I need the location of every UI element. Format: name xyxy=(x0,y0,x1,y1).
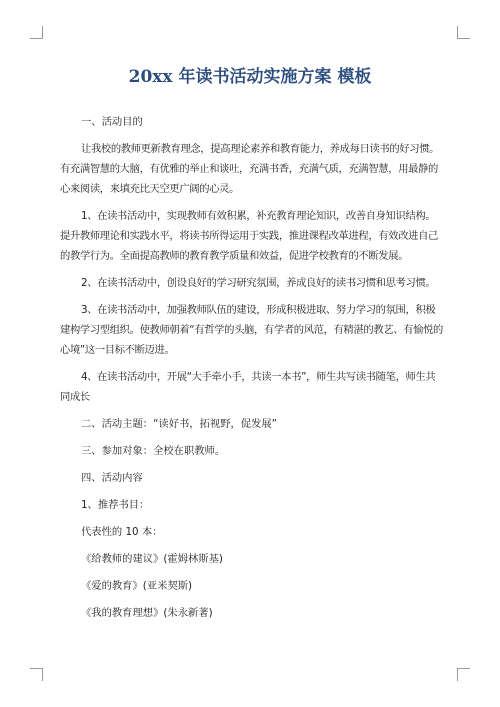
document-title: 20xx 年读书活动实施方案 模板 xyxy=(128,67,372,87)
paragraph-purpose: 让我校的教师更新教育理念，提高理论素养和教育能力，养成每日读书的好习惯。有充满智慧的大脑，有优雅的举止和谈吐，充满书香，充满气质，充满智慧，用最静的心来阅读，来填充比天空更广阔的心灵。 xyxy=(60,143,440,195)
section-heading-participants: 三、参加对象：全校在职教师。 xyxy=(81,445,226,457)
page-corner-mark-bottom-left xyxy=(30,668,43,681)
paragraph-goal-4: 4、在读书活动中，开展“大手牵小手，共读一本书”，师生共写读书随笔，师生共同成长 xyxy=(60,371,436,403)
paragraph-goal-3: 3、在读书活动中，加强教师队伍的建设，形成积极进取、努力学习的氛围，积极建构学习型组织。使教师朝着“有哲学的头脑，有学者的风范，有精湛的教艺、有愉悦的心境”这一目标不断迈进。 xyxy=(60,304,443,356)
section-heading-content: 四、活动内容 xyxy=(81,472,143,484)
document-body xyxy=(60,112,444,630)
page-corner-mark-top-right xyxy=(457,26,470,39)
book-list-intro: 代表性的 10 本： xyxy=(81,526,163,538)
subheading-recommended-books: 1、推荐书目： xyxy=(81,499,150,511)
book-list-item: 《给教师的建议》(霍姆林斯基) xyxy=(81,553,223,565)
page-corner-mark-bottom-right xyxy=(457,668,470,681)
section-heading-theme: 二、活动主题：“读好书，拓视野，促发展” xyxy=(81,418,278,430)
page-corner-mark-top-left xyxy=(30,26,43,39)
book-list-item: 《爱的教育》(亚米契斯) xyxy=(81,580,193,592)
paragraph-goal-1: 1、在读书活动中，实现教师有效积累，补充教育理论知识，改善自身知识结构。提升教师理论和实践水平，将读书所得运用于实践，推进课程改革进程，有效改进自己的教学行为。全面提高教师的教育教学质量和效益，促进学校教育的不断发展。 xyxy=(60,210,438,262)
book-list-item: 《我的教育理想》(朱永新著) xyxy=(81,607,213,619)
paragraph-goal-2: 2、在读书活动中，创设良好的学习研究氛围，养成良好的读书习惯和思考习惯。 xyxy=(81,277,436,289)
section-heading-purpose: 一、活动目的 xyxy=(81,116,143,128)
